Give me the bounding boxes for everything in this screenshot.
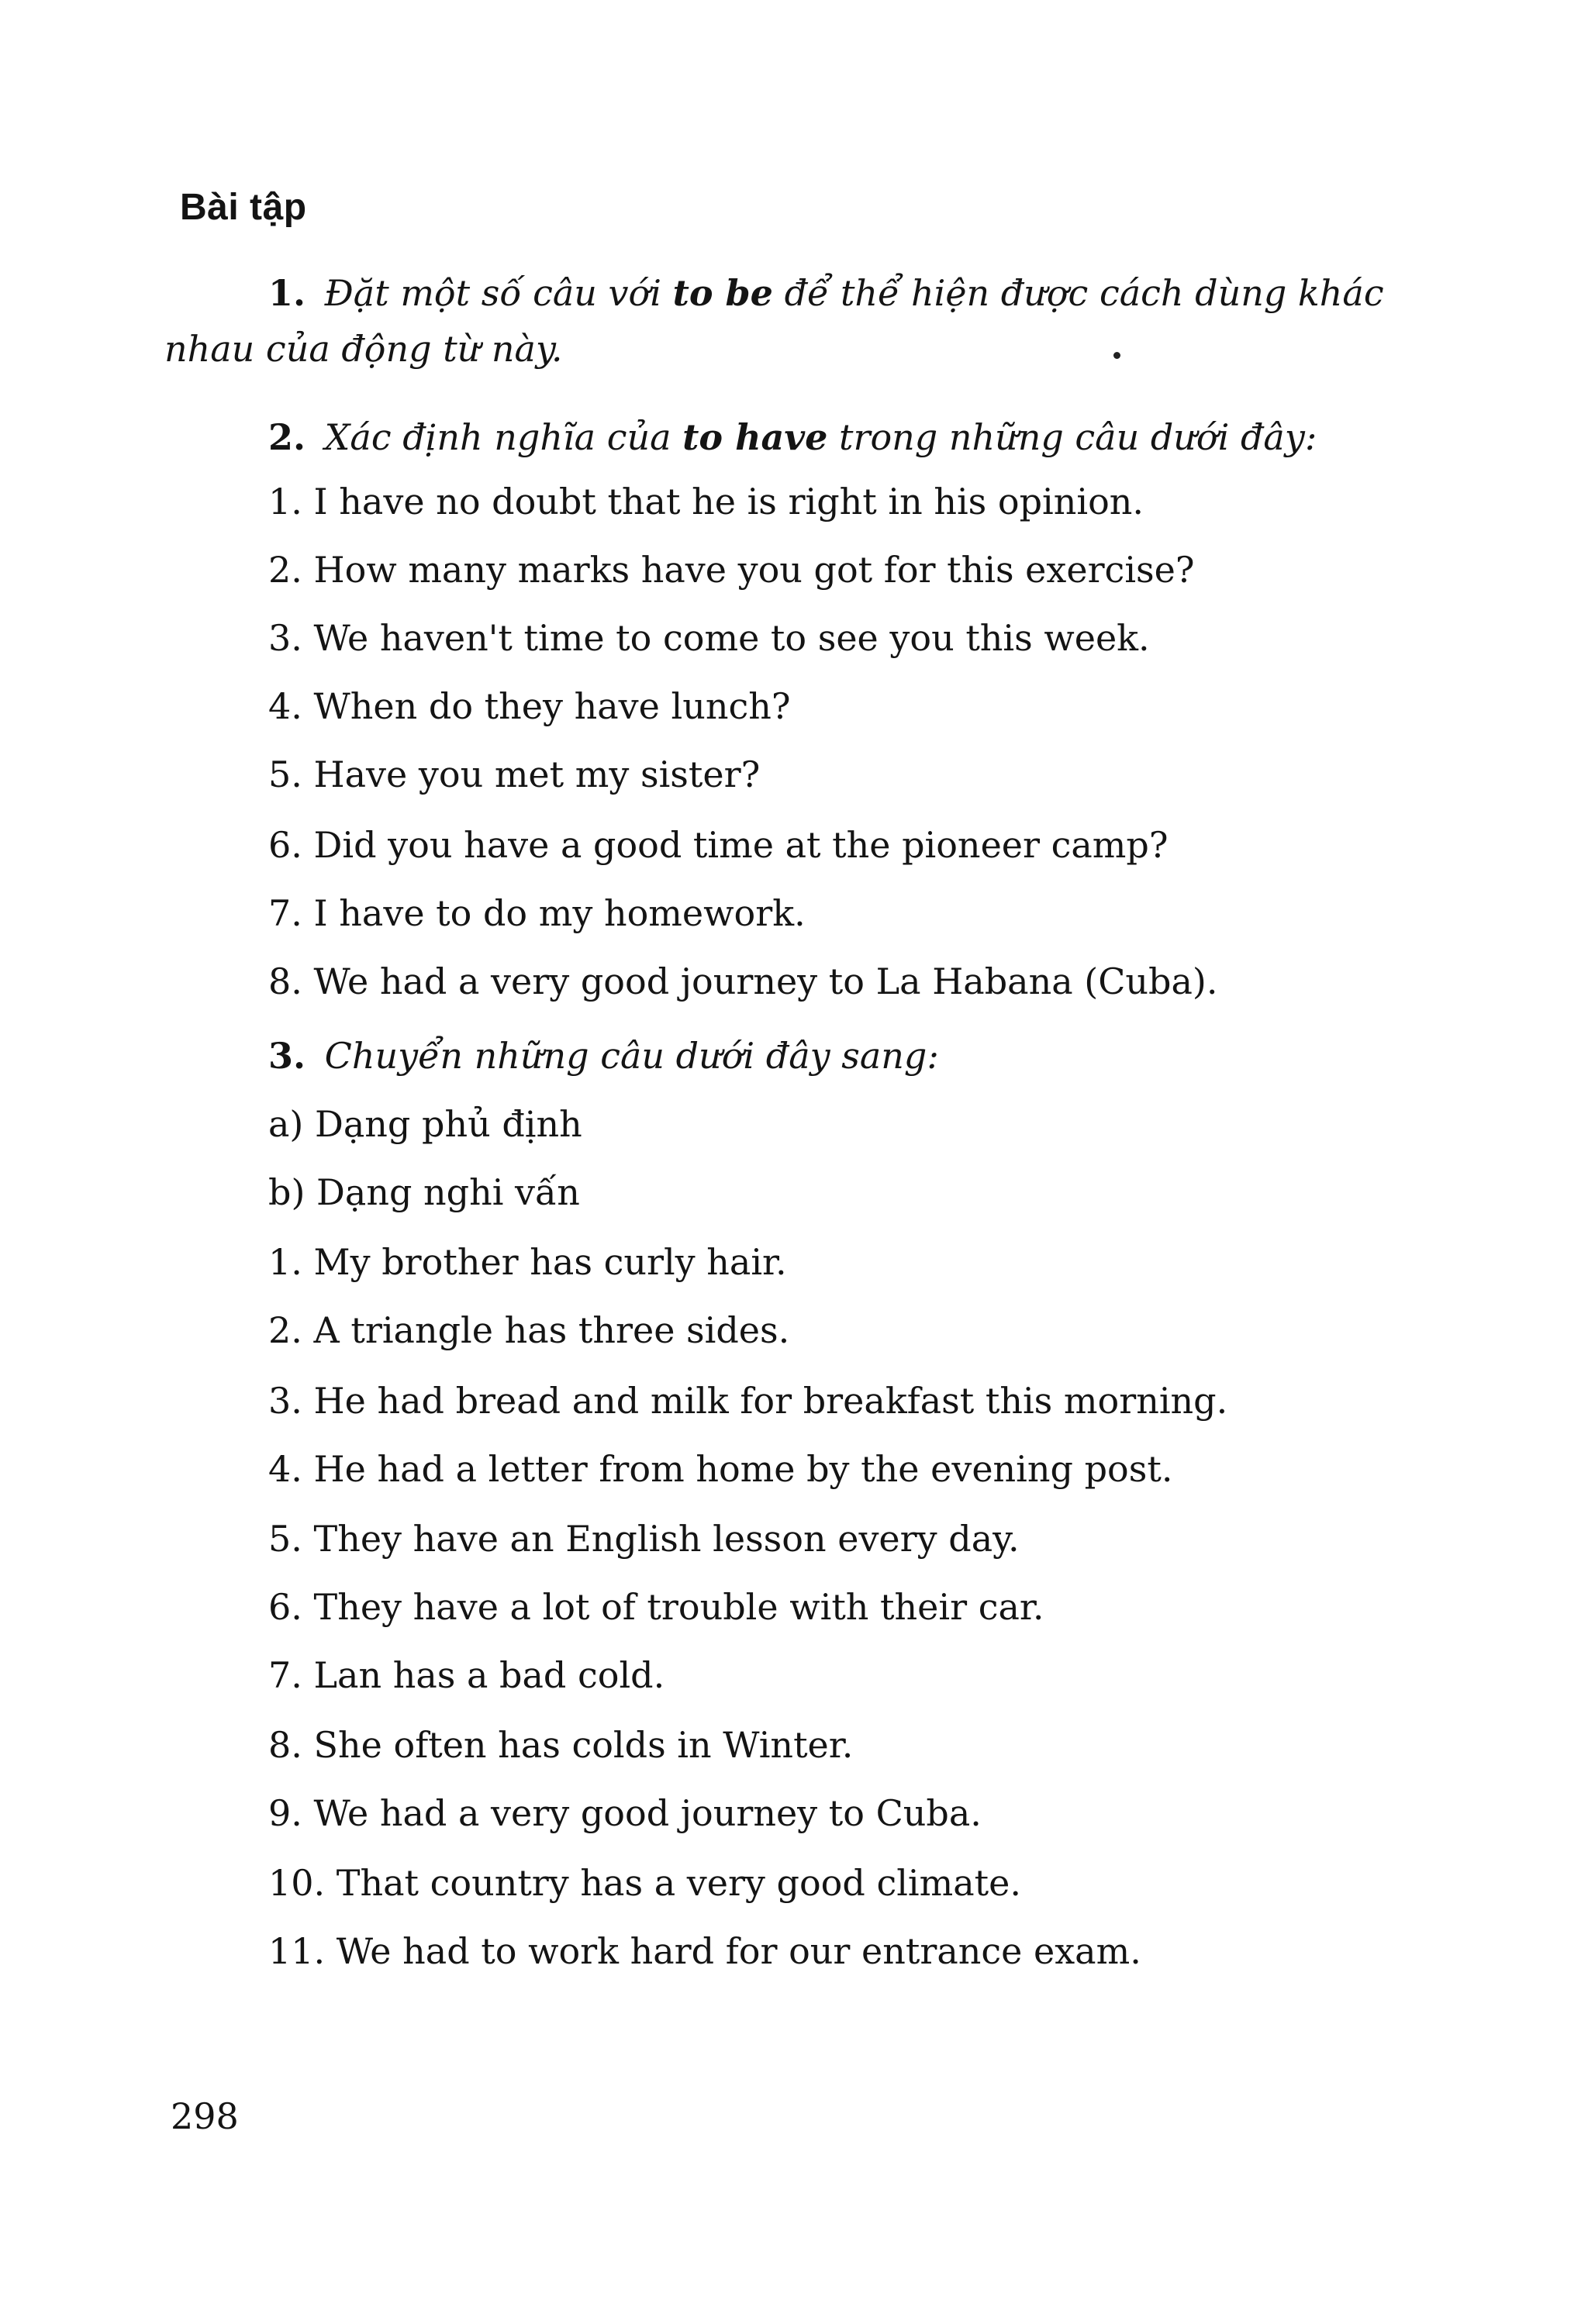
exercise-2-item: 5. Have you met my sister?: [268, 753, 761, 795]
section-heading: Bài tập: [180, 187, 307, 228]
exercise-1-title: [268, 270, 1384, 316]
exercise-2-item: 3. We haven't time to come to see you this week.: [268, 617, 1150, 659]
exercise-3-item: 4. He had a letter from home by the evening post.: [268, 1448, 1173, 1490]
exercise-2-text-a: Xác định nghĩa của: [324, 416, 671, 458]
exercise-3-item: 6. They have a lot of trouble with their car.: [268, 1586, 1044, 1628]
exercise-3-option: b) Dạng nghi vấn: [268, 1171, 580, 1213]
exercise-3-item: 11. We had to work hard for our entrance exam.: [268, 1930, 1141, 1972]
exercise-2-text-b: trong những câu dưới đây:: [838, 416, 1317, 458]
exercise-1-text-a: Đặt một số câu với: [324, 272, 661, 314]
exercise-1-continuation: nhau của động từ này.: [164, 328, 563, 370]
exercise-3-item: 10. That country has a very good climate.: [268, 1862, 1022, 1904]
exercise-2-item: 4. When do they have lunch?: [268, 685, 791, 727]
exercise-2-item: 8. We had a very good journey to La Habana (Cuba).: [268, 960, 1218, 1002]
exercise-2-item: 6. Did you have a good time at the pioneer camp?: [268, 824, 1169, 866]
exercise-3-option: a) Dạng phủ định: [268, 1103, 582, 1145]
exercise-3-item: 7. Lan has a bad cold.: [268, 1654, 665, 1696]
exercise-2-title: [268, 414, 1317, 460]
exercise-2-term: to have: [682, 416, 828, 458]
exercise-3-item: 3. He had bread and milk for breakfast this morning.: [268, 1380, 1228, 1422]
exercise-3-item: 8. She often has colds in Winter.: [268, 1724, 854, 1766]
print-speck: [1113, 352, 1120, 359]
exercise-2-number: 2.: [268, 416, 306, 458]
exercise-3-item: 9. We had a very good journey to Cuba.: [268, 1792, 982, 1834]
exercise-1-number: 1.: [268, 272, 306, 314]
exercise-3-title: [268, 1033, 939, 1079]
exercise-3-instruction: Chuyển những câu dưới đây sang:: [324, 1035, 939, 1077]
exercise-3-item: 5. They have an English lesson every day.: [268, 1518, 1020, 1560]
exercise-2-item: 7. I have to do my homework.: [268, 892, 806, 934]
exercise-1-term: to be: [672, 272, 773, 314]
exercise-2-item: 1. I have no doubt that he is right in his opinion.: [268, 481, 1144, 522]
exercise-1-text-b: để thể hiện được cách dùng khác: [784, 272, 1384, 314]
exercise-3-number: 3.: [268, 1035, 306, 1077]
exercise-3-item: 2. A triangle has three sides.: [268, 1309, 790, 1351]
exercise-2-item: 2. How many marks have you got for this exercise?: [268, 549, 1195, 591]
page-number: 298: [171, 2095, 239, 2137]
exercise-3-item: 1. My brother has curly hair.: [268, 1241, 787, 1283]
